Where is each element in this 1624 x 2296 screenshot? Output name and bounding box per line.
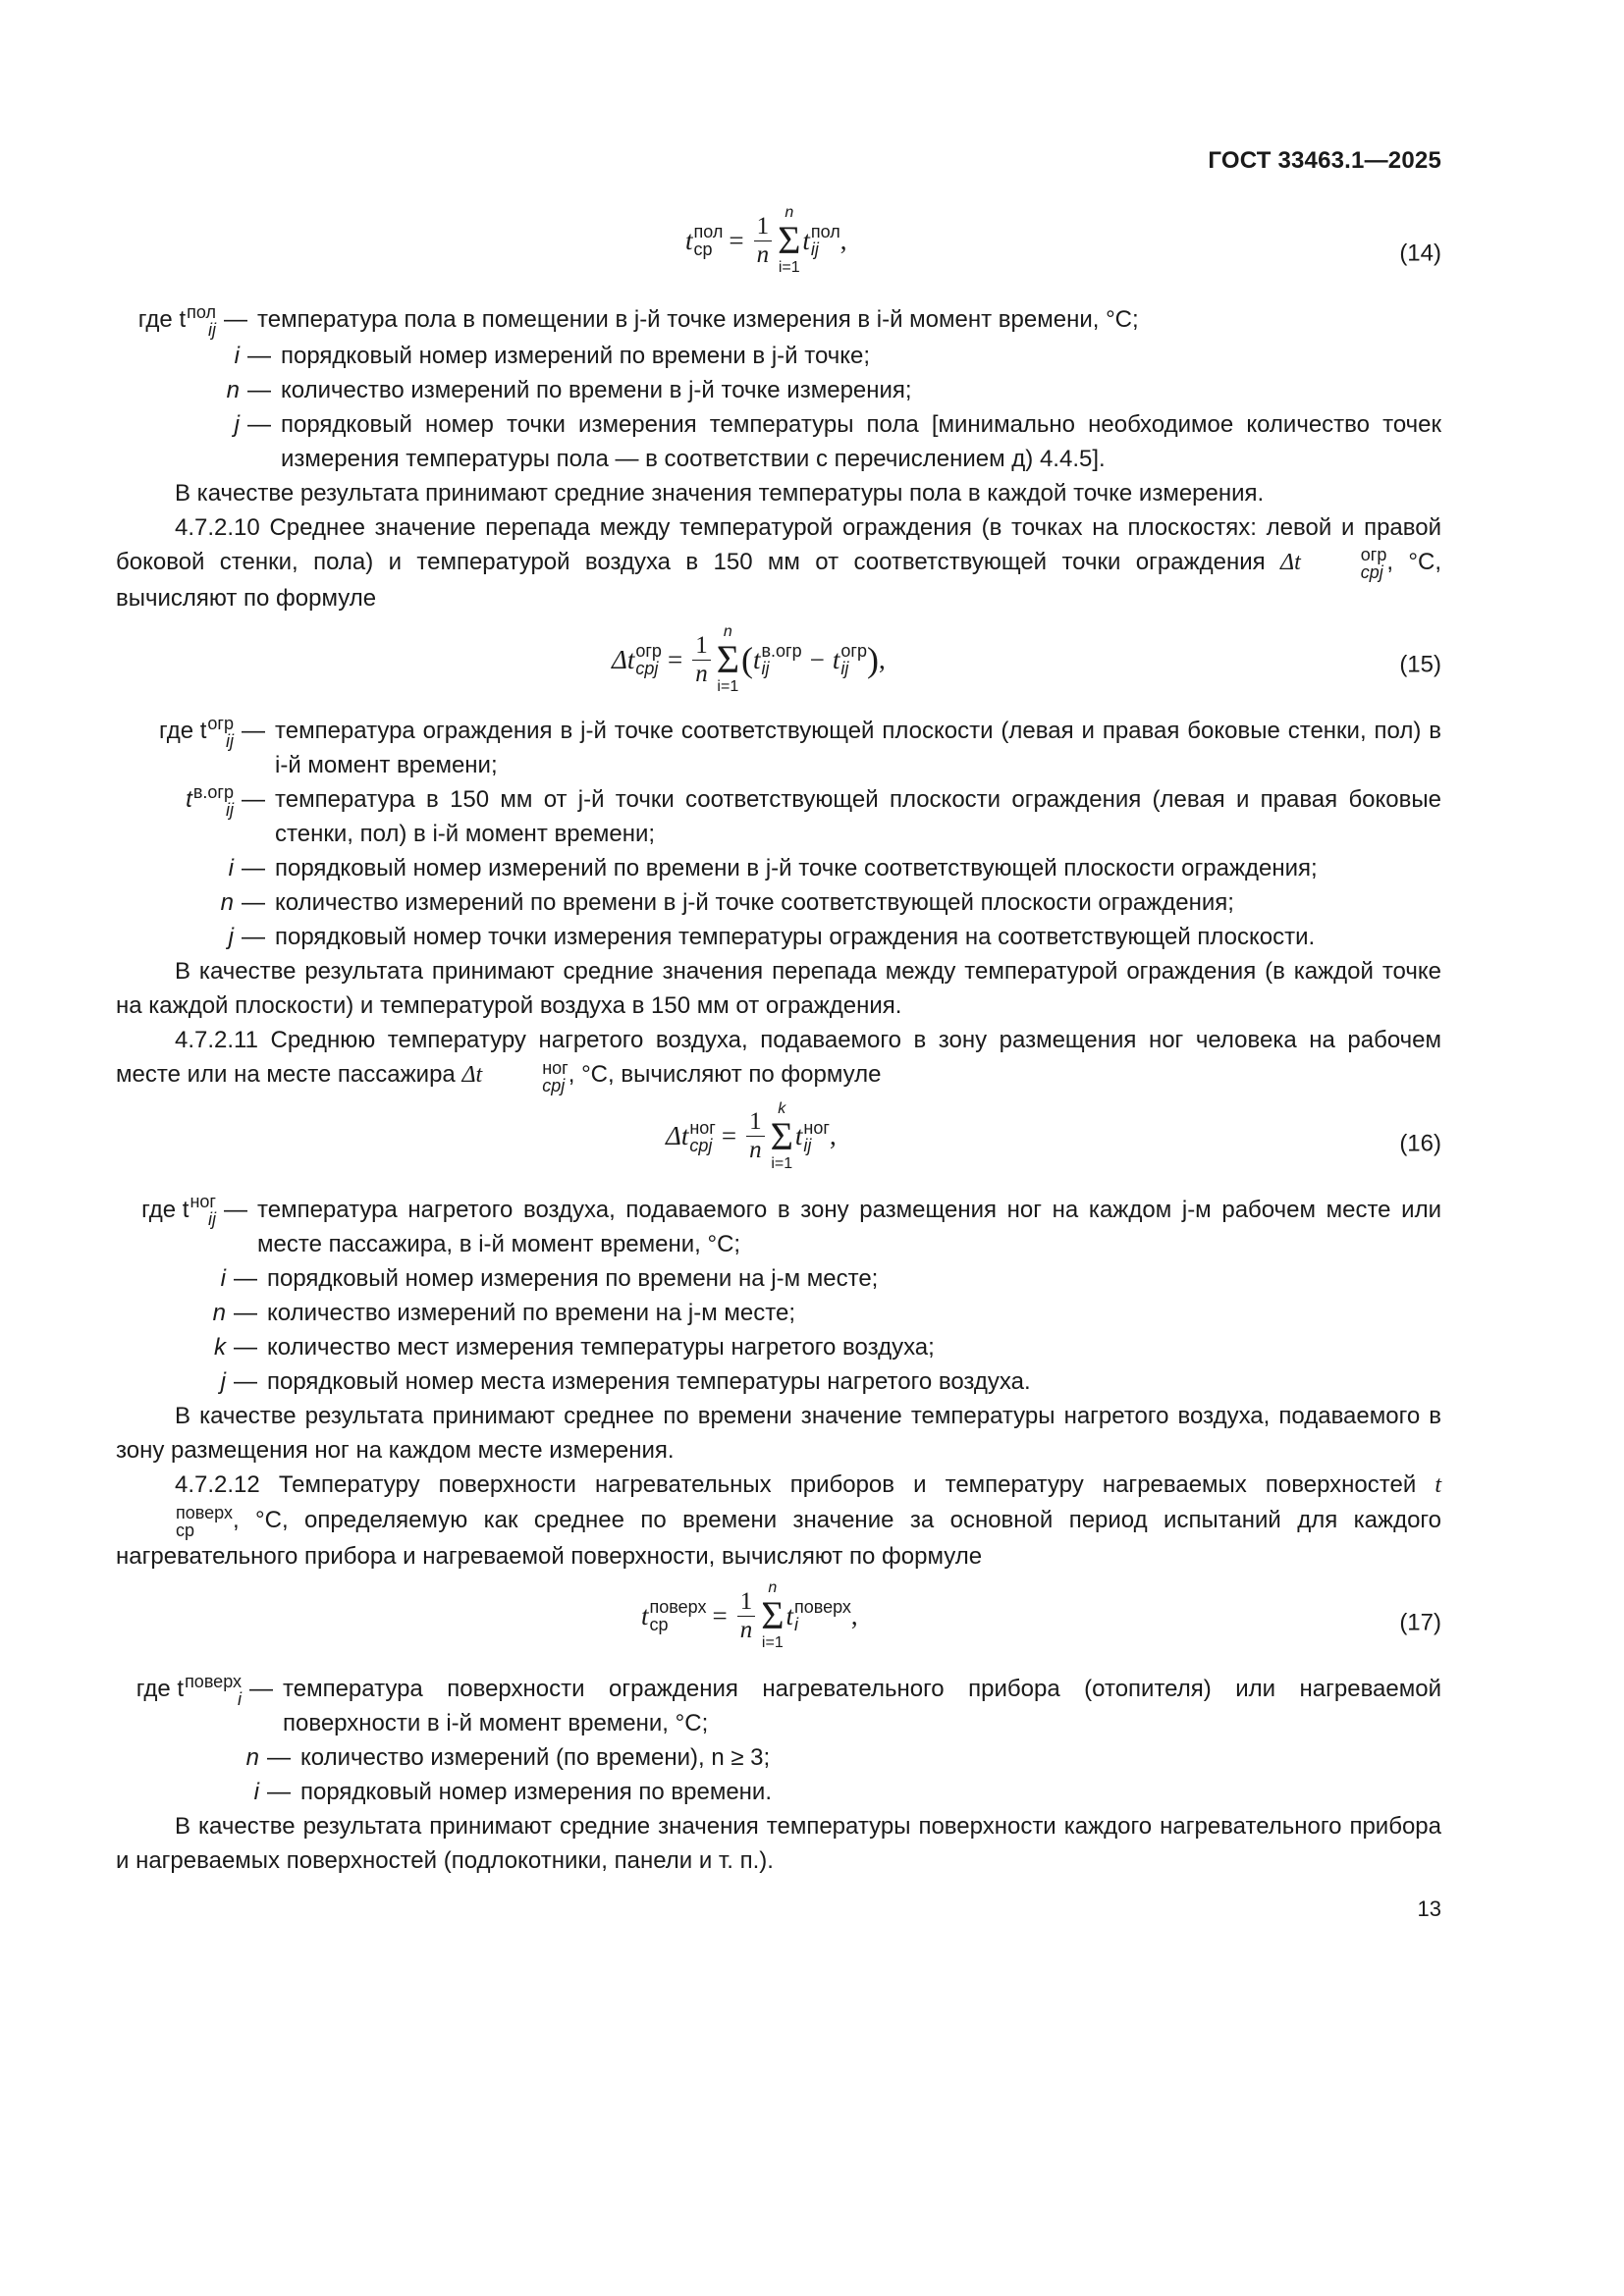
paragraph-4-7-2-12: 4.7.2.12 Температуру поверхности нагревательных приборов и температуру нагреваемых поверхностей t поверх ср , °С, определяемую как среднее по времени значение за основной период испытаний для каждого нагревательного прибора и нагреваемой поверхности, вычисляют по формуле — [116, 1470, 1441, 1571]
paragraph-4-7-2-11: 4.7.2.11 Среднюю температуру нагретого воздуха, подаваемого в зону размещения ног человека на рабочем месте или на месте пассажира Δt ног срj , °С, вычисляют по формуле — [116, 1027, 1441, 1095]
formula-number-16: (16) — [1399, 1130, 1441, 1157]
paragraph-4-7-2-10: 4.7.2.10 Среднее значение перепада между температурой ограждения (в точках на плоскостях: левой и правой боковой стенки, пола) и температурой воздуха в 150 мм от соответствующей точки ограждения Δt огр срj , °С, вычисляют по формуле — [116, 513, 1442, 613]
paragraph-result-14: В качестве результата принимают средние значения температуры пола в каждой точке измерения. — [175, 479, 1265, 507]
formula-15: Δt огр срj = $\frac{1}{n}$ n Σ i=1 ( t в.огр ij − t огр ij ) , (15) — [612, 623, 1441, 696]
document-body — [116, 147, 1441, 1926]
page-number: 13 — [1417, 1896, 1441, 1922]
definitions-16: где t ног ij — температура нагретого воздуха, подаваемого в зону размещения ног на каждом j-м рабочем месте или месте пассажира, в i-й момент времени, °С; i — порядковый номер измерения по времени на j-м месте; n — количество измерений по времени на j-м месте; k — количество мест измерения температуры нагретого воздуха; j — порядковый номер места измерения температуры нагретого воздуха. — [141, 1192, 1441, 1395]
definitions-15: где t огр ij — температура ограждения в j-й точке соответствующей плоскости (левая и правая боковые стенки, пол) в i-й момент времени; t в.огр ij — температура в 150 мм от j-й точки соответствующей плоскости ограждения (левая и правая боковые стенки, пол) в i-й момент времени; i — порядковый номер измерений по времени в j-й точке соответствующей плоскости ограждения; n — количество измерений по времени в j-й точке соответствующей плоскости ограждения; j — порядковый номер точки измерения температуры ограждения на соответствующей плоскости. — [159, 713, 1441, 951]
paragraph-result-17: В качестве результата принимают средние значения температуры поверхности каждого нагревательного прибора и нагреваемых поверхностей (подлокотники, панели и т. п.). — [116, 1813, 1441, 1875]
formula-number-14: (14) — [1399, 240, 1441, 267]
formula-14: t пол ср = $\frac{1}{n}$ n Σ i=1 t пол ij , (14) — [685, 204, 1441, 276]
formula-number-17: (17) — [1399, 1609, 1441, 1636]
formula-17: t поверх ср = $\frac{1}{n}$ n Σ i=1 t поверх i , (17) — [641, 1579, 1441, 1652]
formula-16: Δt ног срj = $\frac{1}{n}$ k Σ i=1 t ног ij , (16) — [666, 1099, 1441, 1172]
document-header: ГОСТ 33463.1—2025 — [1208, 147, 1441, 174]
definitions-17: где t поверх i — температура поверхности ограждения нагревательного прибора (отопителя) или нагреваемой поверхности в i-й момент времени, °С; n — количество измерений (по времени), n ≥ 3; i — порядковый номер измерения по времени. — [135, 1671, 1441, 1806]
paragraph-result-15: В качестве результата принимают средние значения перепада между температурой ограждения (в каждой точке на каждой плоскости) и температурой воздуха в 150 мм от ограждения. — [116, 958, 1441, 1020]
paragraph-result-16: В качестве результата принимают среднее по времени значение температуры нагретого воздуха, подаваемого в зону размещения ног на каждом месте измерения. — [116, 1402, 1441, 1464]
formula-number-15: (15) — [1399, 651, 1441, 678]
definitions-14: где t пол ij — температура пола в помещении в j-й точке измерения в i-й момент времени, °С; i — порядковый номер измерений по времени в j-й точке; n — количество измерений по времени в j-й точке измерения; j — порядковый номер точки измерения температуры пола [минимально необходимое количество точек измерения температуры пола — в соответствии с перечислением д) 4.4.5]. — [137, 301, 1441, 472]
